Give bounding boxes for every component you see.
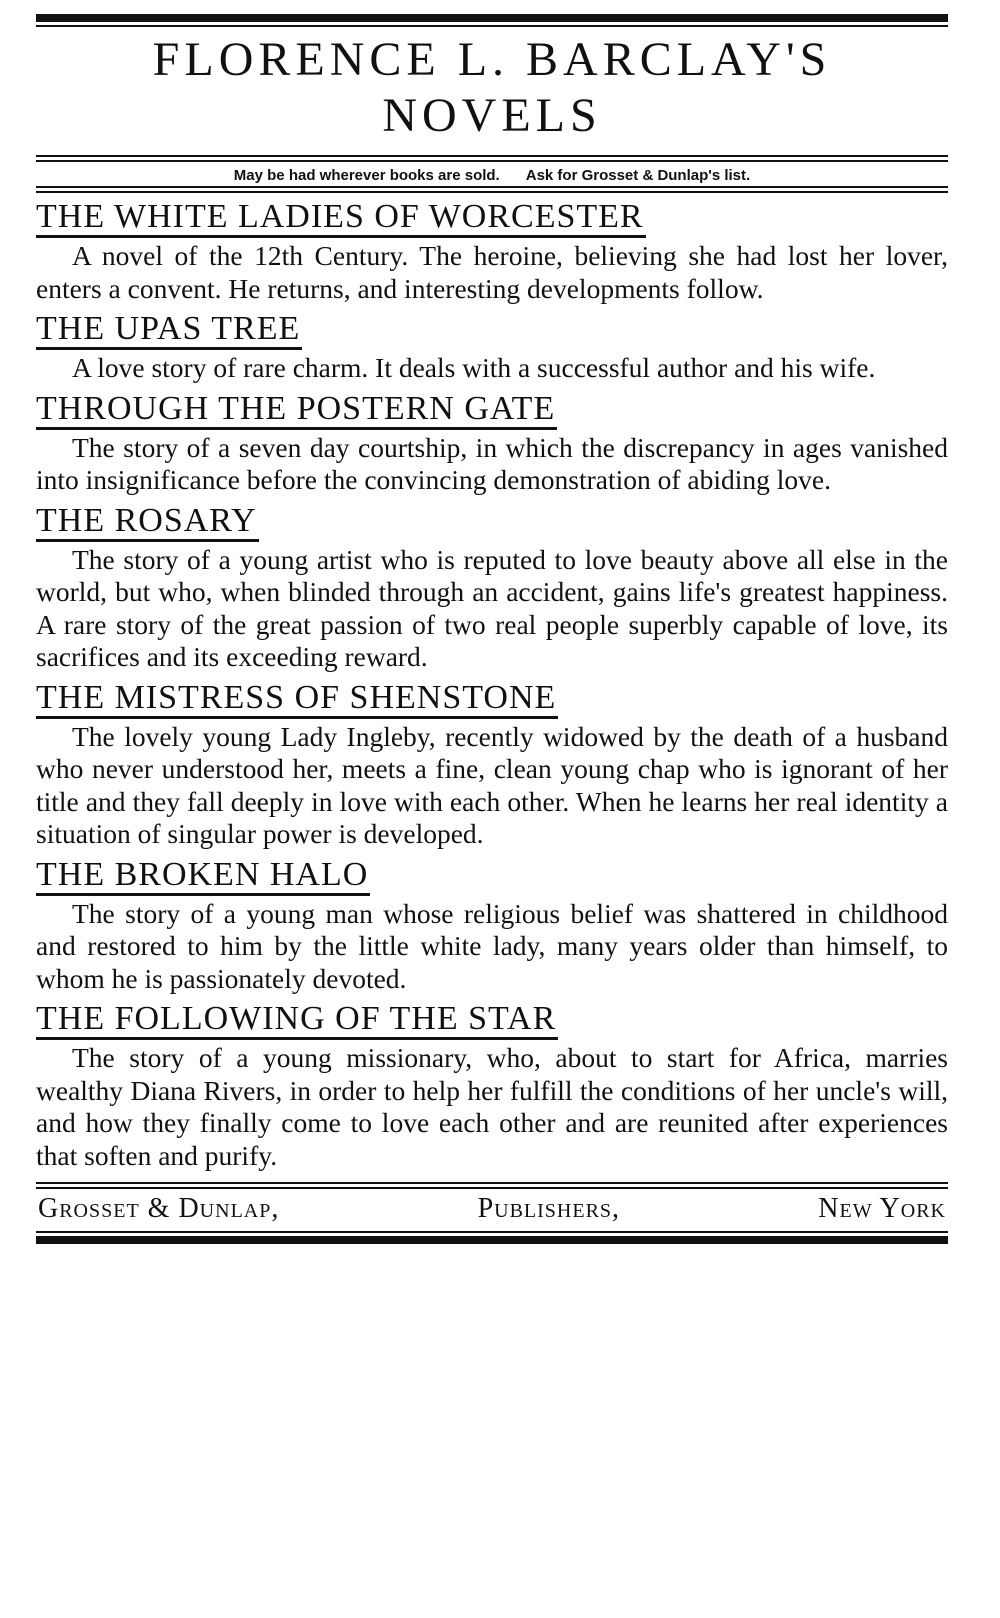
header-rule-bottom-2 <box>36 191 948 193</box>
book-description: The lovely young Lady Ingleby, recently widowed by the death of a husband who never understood her, meets a fine, clean young chap who is ignorant of her title and they fall deeply in love with each other. When he learns her real identity a situation of singular power is developed. <box>36 720 948 849</box>
bottom-rule-thick <box>36 1236 948 1244</box>
publisher-role: Publishers, <box>477 1193 621 1224</box>
book-entry <box>36 1001 948 1172</box>
book-entry <box>36 391 948 497</box>
book-entry <box>36 680 948 851</box>
book-description: The story of a young missionary, who, about to start for Africa, marries wealthy Diana Rivers, in order to help her fulfill the conditions of her uncle's will, and how they finally come to love each other and are reunited after experiences that soften and purify. <box>36 1042 948 1171</box>
book-title: THE FOLLOWING OF THE STAR <box>36 1001 558 1040</box>
book-description: The story of a seven day courtship, in which the discrepancy in ages vanished into insignificance before the convincing demonstration of abiding love. <box>36 431 948 495</box>
footer-rule-top <box>36 1182 948 1184</box>
publisher-footer <box>36 1189 948 1231</box>
book-description: The story of a young man whose religious belief was shattered in childhood and restored to him by the little white lady, many years older than himself, to whom he is passionately devoted. <box>36 897 948 994</box>
book-entry <box>36 311 948 385</box>
book-title: THE ROSARY <box>36 503 259 542</box>
book-title: THE BROKEN HALO <box>36 857 370 896</box>
book-description: The story of a young artist who is reputed to love beauty above all else in the world, but who, when blinded through an accident, gains life's greatest happiness. A rare story of the great passion of two real people superbly capable of love, its sacrifices and its exceeding reward. <box>36 543 948 672</box>
book-list <box>36 199 948 1172</box>
top-rule-thin <box>36 25 948 27</box>
list-note-text: Ask for Grosset & Dunlap's list. <box>525 167 751 184</box>
page-title-second-line: NOVELS <box>382 89 602 142</box>
book-entry <box>36 857 948 996</box>
publisher-name: Grosset & Dunlap, <box>38 1193 280 1224</box>
book-title: THROUGH THE POSTERN GATE <box>36 391 557 430</box>
top-rule-thick <box>36 14 948 22</box>
book-title: THE UPAS TREE <box>36 311 302 350</box>
header-rule-bottom <box>36 186 948 188</box>
page-title: FLORENCE L. BARCLAY'S <box>152 33 832 86</box>
footer-rule-bottom <box>36 1231 948 1233</box>
book-entry <box>36 503 948 674</box>
publisher-city: New York <box>818 1193 946 1224</box>
book-entry <box>36 199 948 305</box>
book-description: A love story of rare charm. It deals with a successful author and his wife. <box>72 352 876 383</box>
book-description: A novel of the 12th Century. The heroine, believing she had lost her lover, enters a convent. He returns, and interesting developments follow. <box>36 240 948 304</box>
book-title: THE WHITE LADIES OF WORCESTER <box>36 199 646 238</box>
availability-note <box>36 162 948 186</box>
header-rule-top <box>36 155 948 157</box>
availability-text: May be had wherever books are sold. <box>233 167 500 184</box>
book-title: THE MISTRESS OF SHENSTONE <box>36 680 558 719</box>
advertisement-page <box>36 14 948 1244</box>
